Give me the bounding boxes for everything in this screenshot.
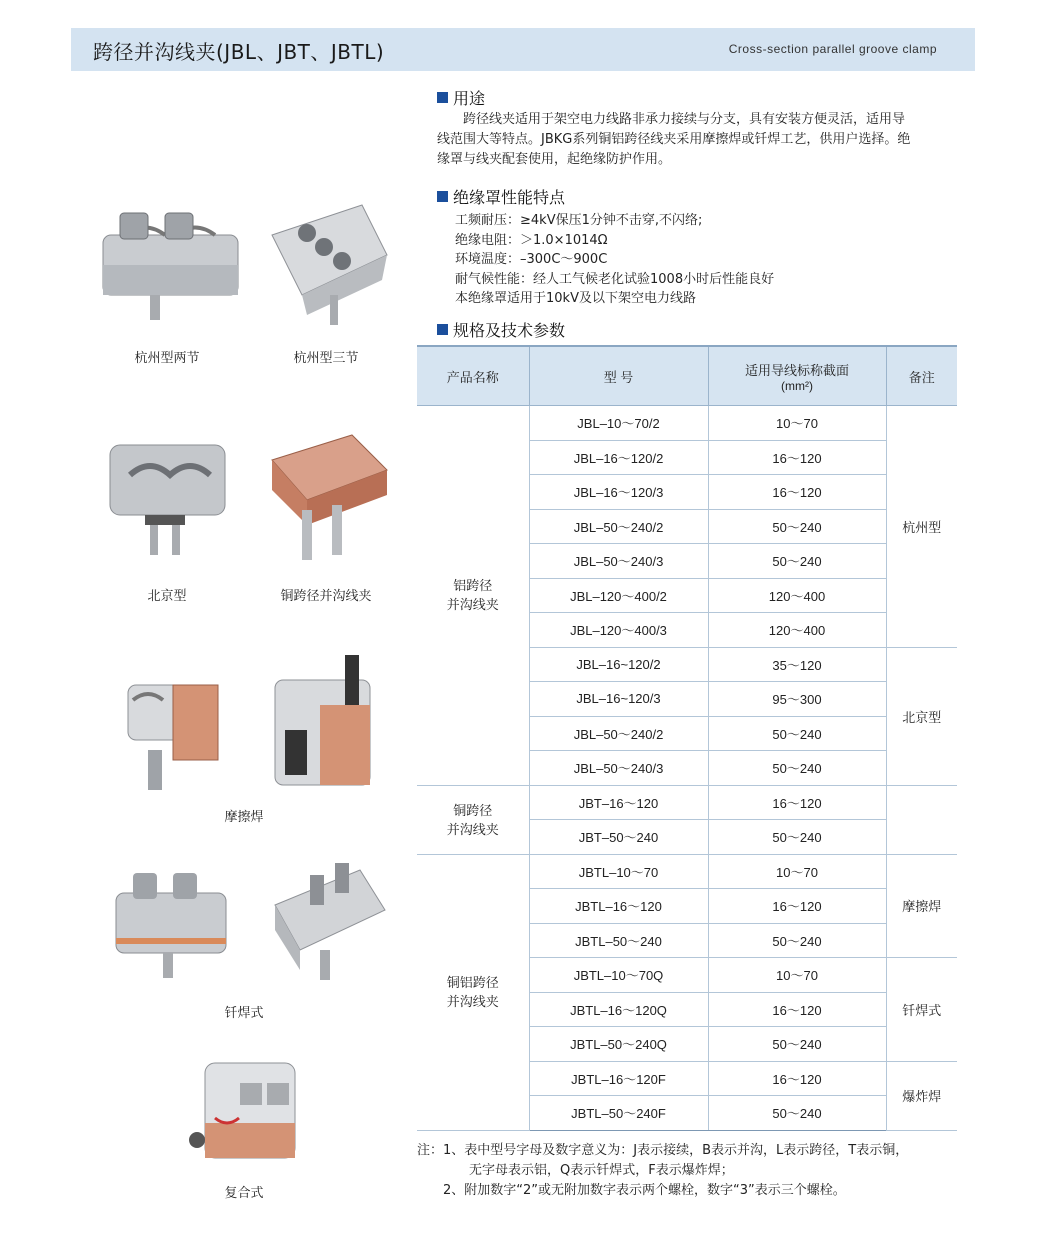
photo-caption: 摩擦焊 [224,810,264,825]
clamp-hangzhou-two-section-icon [95,195,245,325]
usage-line: 跨径线夹适用于架空电力线路非承力接续与分支，具有安装方便灵活，适用导 [463,112,906,127]
section-square-icon [437,92,448,103]
col-header-product: 产品名称 [417,346,529,406]
col-header-section: 适用导线标称截面 (mm²) [708,346,886,406]
note-brazed: 钎焊式 [886,958,957,1062]
page-header [71,28,975,71]
clamp-friction-welded-a-icon [118,665,233,795]
model-cell: JBTL–16～120Q [529,992,708,1027]
group-copper: 铜跨径 并沟线夹 [417,785,529,854]
clamp-hangzhou-three-section-icon [262,195,392,330]
insulation-item: 本绝缘罩适用于10kV及以下架空电力线路 [455,291,696,306]
insulation-heading: 绝缘罩性能特点 [437,185,565,208]
photo-caption: 铜跨径并沟线夹 [280,589,372,604]
insulation-item: 耐气候性能：经人工气候老化试验1008小时后性能良好 [455,271,775,287]
insulation-item: 工频耐压：≥4kV保压1分钟不击穿,不闪络; [455,213,703,228]
model-cell: JBL–16～120/3 [529,475,708,510]
section-cell: 50～240 [708,1027,886,1062]
group-copper-aluminum: 铜铝跨径 并沟线夹 [417,854,529,1130]
footnote-line: 2、附加数字“2”或无附加数字表示两个螺栓，数字“3”表示三个螺栓。 [443,1183,846,1198]
footnotes [417,1141,908,1201]
model-cell: JBL–16~120/2 [529,647,708,682]
model-cell: JBTL–10～70Q [529,958,708,993]
section-cell: 35～120 [708,647,886,682]
model-cell: JBTL–50～240 [529,923,708,958]
model-cell: JBL–50～240/2 [529,509,708,544]
note-empty [886,785,957,854]
table-header-row [417,346,957,406]
section-cell: 10～70 [708,854,886,889]
footnote-line: 注：1、表中型号字母及数字意义为：J表示接续，B表示并沟，L表示跨径，T表示铜， [417,1143,909,1158]
section-cell: 10～70 [708,958,886,993]
section-cell: 16～120 [708,785,886,820]
insulation-item: 环境温度：–300C～900C [455,252,608,267]
table-row [417,854,957,889]
section-cell: 16～120 [708,992,886,1027]
photo-caption: 北京型 [147,589,187,604]
model-cell: JBTL–10～70 [529,854,708,889]
insulation-list [455,211,774,309]
section-cell: 50～240 [708,1096,886,1131]
section-cell: 50～240 [708,716,886,751]
clamp-friction-welded-b-icon [265,650,390,795]
model-cell: JBL–10～70/2 [529,406,708,441]
photo-caption: 钎焊式 [224,1006,264,1021]
section-cell: 16～120 [708,440,886,475]
group-aluminum: 铝跨径 并沟线夹 [417,406,529,786]
model-cell: JBT–50～240 [529,820,708,855]
section-cell: 50～240 [708,751,886,786]
spec-heading: 规格及技术参数 [437,318,565,341]
table-row [417,406,957,441]
clamp-composite-icon [185,1048,310,1178]
note-beijing: 北京型 [886,647,957,785]
model-cell: JBL–120～400/2 [529,578,708,613]
section-cell: 120～400 [708,578,886,613]
clamp-brazed-b-icon [265,855,390,985]
photo-caption: 杭州型三节 [293,351,359,366]
model-cell: JBL–16～120/2 [529,440,708,475]
section-cell: 50～240 [708,820,886,855]
col-header-note: 备注 [886,346,957,406]
usage-heading: 用途 [437,86,485,109]
spec-table [417,345,957,1131]
section-cell: 50～240 [708,509,886,544]
model-cell: JBT–16～120 [529,785,708,820]
usage-line: 缘罩与线夹配套使用，起绝缘防护作用。 [437,152,672,167]
section-cell: 16～120 [708,889,886,924]
note-explosive: 爆炸焊 [886,1061,957,1130]
footnote-line: 无字母表示铝，Q表示钎焊式，F表示爆炸焊； [469,1163,734,1178]
clamp-brazed-a-icon [108,858,233,983]
model-cell: JBTL–16～120F [529,1061,708,1096]
note-hangzhou: 杭州型 [886,406,957,648]
clamp-copper-icon [262,430,397,565]
section-cell: 120～400 [708,613,886,648]
model-cell: JBL–120～400/3 [529,613,708,648]
model-cell: JBL–50～240/3 [529,544,708,579]
page-subtitle: Cross-section parallel groove clamp [728,42,937,56]
model-cell: JBTL–50～240Q [529,1027,708,1062]
section-square-icon [437,324,448,335]
model-cell: JBTL–16～120 [529,889,708,924]
model-cell: JBL–16~120/3 [529,682,708,717]
section-cell: 16～120 [708,1061,886,1096]
table-row [417,785,957,820]
page-title: 跨径并沟线夹(JBL、JBT、JBTL) [93,40,385,64]
section-cell: 16～120 [708,475,886,510]
clamp-beijing-icon [100,430,235,560]
usage-line: 线范围大等特点。JBKG系列铜铝跨径线夹采用摩擦焊或钎焊工艺，供用户选择。绝 [437,132,911,147]
note-friction: 摩擦焊 [886,854,957,958]
photo-caption: 杭州型两节 [134,351,200,366]
usage-paragraph [437,110,982,170]
model-cell: JBTL–50～240F [529,1096,708,1131]
insulation-item: 绝缘电阻：＞1.0×1014Ω [455,232,608,248]
section-cell: 50～240 [708,544,886,579]
model-cell: JBL–50～240/2 [529,716,708,751]
section-cell: 50～240 [708,923,886,958]
col-header-model: 型 号 [529,346,708,406]
photo-caption: 复合式 [224,1186,264,1201]
model-cell: JBL–50～240/3 [529,751,708,786]
section-cell: 10～70 [708,406,886,441]
section-square-icon [437,191,448,202]
section-cell: 95～300 [708,682,886,717]
